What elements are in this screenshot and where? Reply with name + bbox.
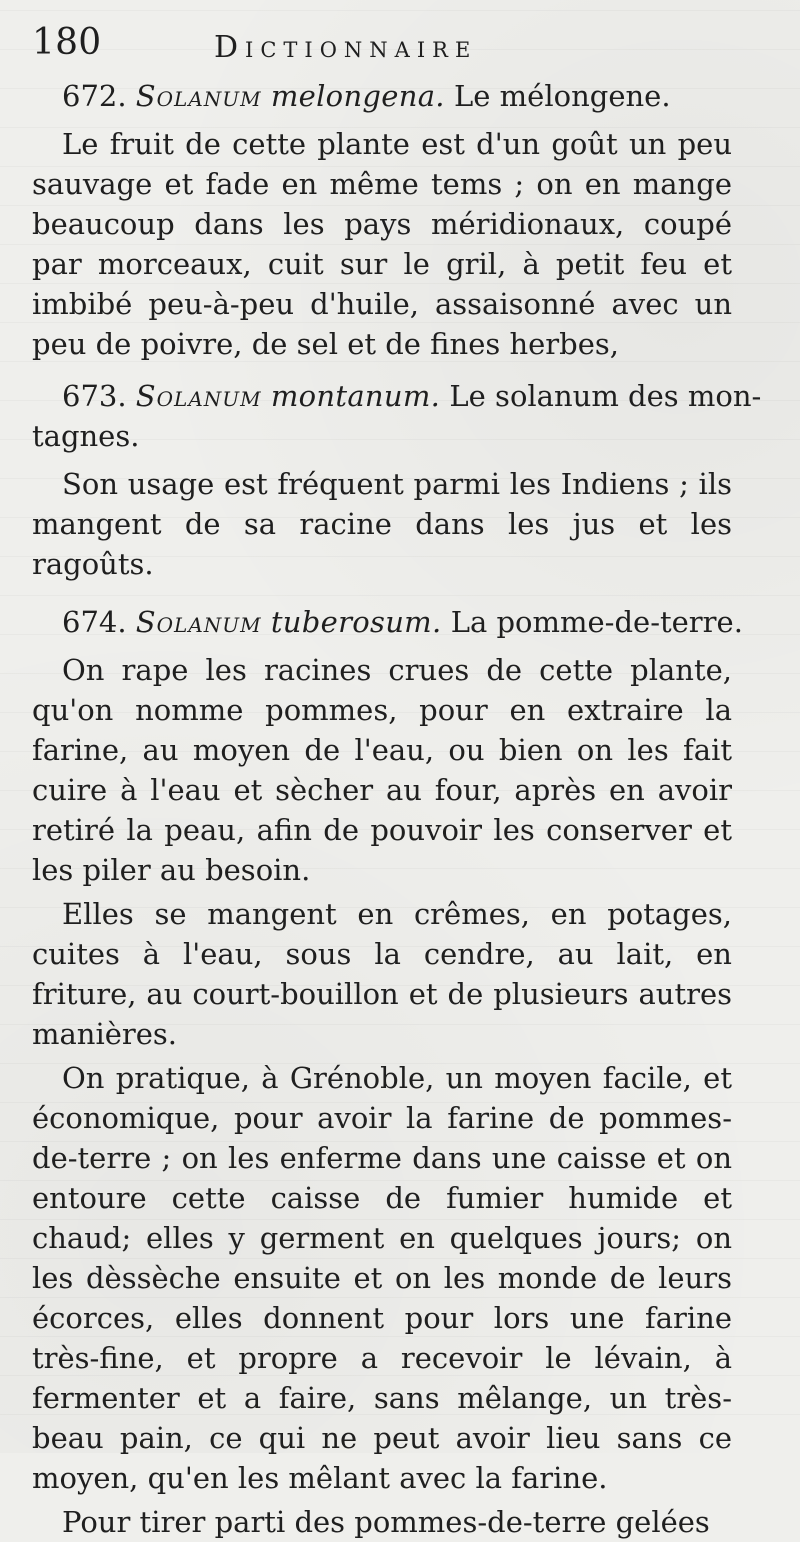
spacing [32, 116, 732, 124]
latin-species: tuberosum. [270, 605, 442, 639]
spacing [32, 456, 732, 464]
paragraph-tuberosum-1: On rape les racines crues de cette plante, qu'on nomme pommes, pour en extraire la farine, au moyen de l'eau, ou bien on les fait cuire à l'eau et sècher au four, après en avoir retiré la peau, afin de pouvoir les conserver et les piler au besoin. [32, 653, 732, 887]
entry-number: 672. [62, 79, 127, 113]
latin-species: melongena. [270, 79, 445, 113]
spacing [32, 584, 732, 592]
common-name: La pomme-de-terre. [450, 605, 743, 639]
latin-genus: Solanum [135, 605, 262, 639]
running-title: Dictionnaire [214, 30, 478, 65]
spacing [32, 642, 732, 650]
latin-species: montanum. [270, 379, 441, 413]
paragraph-tuberosum-4: Pour tirer parti des pommes-de-terre gelées [62, 1505, 710, 1539]
paragraph-montanum: Son usage est fréquent parmi les Indiens ; ils mangent de sa racine dans les jus et les ragoûts. [32, 467, 732, 581]
entry-672 [32, 76, 732, 116]
common-name: Le mélongene. [454, 79, 671, 113]
entry-number: 674. [62, 605, 127, 639]
paragraph-melongena: Le fruit de cette plante est d'un goût un peu sauvage et fade en même tems ; on en mange beaucoup dans les pays méridionaux, coupé par morceaux, cuit sur le gril, à petit feu et imbibé peu-à-peu d'huile, assaisonné avec un peu de poivre, de sel et de fines herbes, [32, 127, 732, 361]
latin-genus: Solanum [135, 79, 262, 113]
latin-genus: Solanum [135, 379, 262, 413]
entry-673-block [32, 376, 762, 456]
paragraph-tuberosum-3: On pratique, à Grénoble, un moyen facile, et économique, pour avoir la farine de pommes-de-terre ; on les enferme dans une caisse et on entoure cette caisse de fumier humide et chaud; elles y germent en quelques jours; on les dèssèche ensuite et on les monde de leurs écorces, elles donnent pour lors une farine très-fine, et propre a recevoir le lévain, à fermenter et a faire, sans mêlange, un très-beau pain, ce qui ne peut avoir lieu sans ce moyen, qu'en les mêlant avec la farine. [32, 1061, 732, 1495]
entry-673 [32, 376, 762, 416]
entry-674 [32, 602, 743, 642]
common-name: Le solanum des mon- [449, 379, 762, 413]
paragraph-tuberosum-2: Elles se mangent en crêmes, en potages, cuites à l'eau, sous la cendre, au lait, en friture, au court-bouillon et de plusieurs autres manières. [32, 897, 732, 1051]
page-header [32, 10, 770, 70]
entry-673-continuation: tagnes. [32, 419, 140, 453]
page-content [32, 76, 762, 1542]
entry-number: 673. [62, 379, 127, 413]
page-number: 180 [32, 22, 102, 63]
